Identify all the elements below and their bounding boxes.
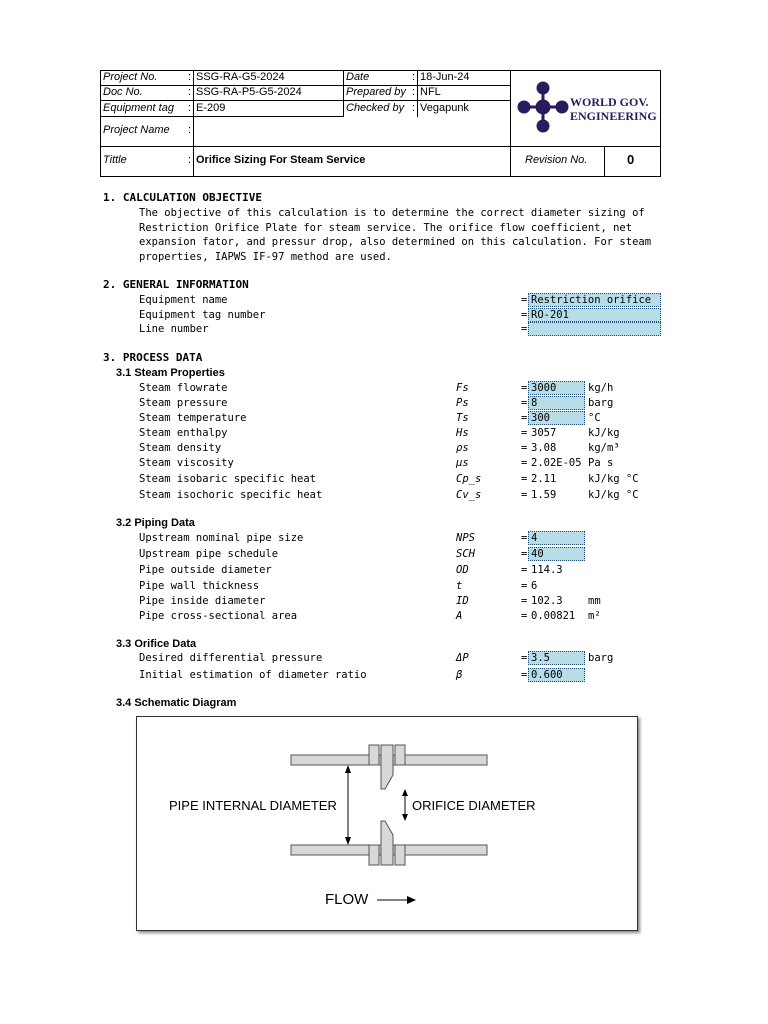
colon: : — [412, 86, 416, 98]
field-label: Steam isochoric specific heat — [139, 489, 323, 501]
equals-sign: = — [521, 294, 528, 306]
subsection-heading: 3.3 Orifice Data — [116, 638, 197, 650]
equals-sign: = — [521, 427, 528, 439]
value: 4 — [531, 532, 538, 544]
date-label: Date — [346, 71, 370, 83]
doc-no-label: Doc No. — [103, 86, 143, 98]
equals-sign: = — [521, 610, 528, 622]
equals-sign: = — [521, 564, 528, 576]
unit: barg — [588, 397, 614, 409]
orifice-schematic-drawing — [137, 717, 637, 930]
value: 3.5 — [531, 652, 550, 664]
symbol: Cv_s — [456, 489, 482, 501]
section-heading: 2. GENERAL INFORMATION — [103, 278, 249, 291]
project-no-value: SSG-RA-G5-2024 — [196, 71, 285, 83]
equals-sign: = — [521, 397, 528, 409]
field-label: Upstream pipe schedule — [139, 548, 279, 560]
colon: : — [188, 124, 192, 136]
unit: kg/h — [588, 382, 614, 394]
field-label: Steam pressure — [139, 397, 228, 409]
line-number-input[interactable] — [528, 322, 661, 336]
unit: kJ/kg °C — [588, 489, 639, 501]
prepared-by-value: NFL — [420, 86, 441, 98]
value: 0.00821 — [531, 610, 576, 622]
revision-label: Revision No. — [525, 154, 588, 166]
value: 40 — [531, 548, 544, 560]
equipment-tag-value: E-209 — [196, 102, 226, 114]
equipment-tag-label: Equipment tag — [103, 102, 174, 114]
unit: m² — [588, 610, 601, 622]
equals-sign: = — [521, 652, 528, 664]
symbol: Fs — [456, 382, 469, 394]
value: 3057 — [531, 427, 557, 439]
unit: Pa s — [588, 457, 614, 469]
value: 300 — [531, 412, 550, 424]
value: 0.600 — [531, 669, 563, 681]
value: 1.59 — [531, 489, 557, 501]
objective-paragraph: The objective of this calculation is to determine the correct diameter sizing of Restriction Orifice Plate for steam service. The orifice flow coefficient, net expansion fator, and pressur drop, also determined on this calculation. For steam properties, IAPWS IF-97 method are used. — [139, 207, 652, 264]
symbol: SCH — [456, 548, 475, 560]
unit: kJ/kg — [588, 427, 620, 439]
field-label: Pipe cross-sectional area — [139, 610, 298, 622]
symbol: OD — [456, 564, 469, 576]
unit: °C — [588, 412, 601, 424]
field-label: Steam flowrate — [139, 382, 228, 394]
project-name-label: Project Name — [103, 124, 170, 136]
pipe-diameter-label: PIPE INTERNAL DIAMETER — [169, 798, 337, 813]
checked-by-value: Vegapunk — [420, 102, 469, 114]
field-label: Steam isobaric specific heat — [139, 473, 317, 485]
field-label: Equipment name — [139, 294, 228, 306]
subsection-heading: 3.1 Steam Properties — [116, 367, 225, 379]
symbol: A — [456, 610, 463, 622]
symbol: ΔP — [456, 652, 469, 664]
logo-text-line1: WORLD GOV. — [570, 95, 649, 109]
equals-sign: = — [521, 489, 528, 501]
value: 6 — [531, 580, 538, 592]
date-value: 18-Jun-24 — [420, 71, 470, 83]
equals-sign: = — [521, 473, 528, 485]
field-label: Pipe inside diameter — [139, 595, 266, 607]
schematic-diagram — [136, 716, 638, 931]
unit: barg — [588, 652, 614, 664]
field-label: Steam temperature — [139, 412, 247, 424]
subsection-heading: 3.2 Piping Data — [116, 517, 195, 529]
value: 2.11 — [531, 473, 557, 485]
colon: : — [188, 154, 192, 166]
doc-no-value: SSG-RA-P5-G5-2024 — [196, 86, 302, 98]
field-label: Pipe wall thickness — [139, 580, 260, 592]
company-logo-icon — [515, 80, 571, 134]
revision-value: 0 — [627, 152, 635, 167]
equals-sign: = — [521, 442, 528, 454]
equals-sign: = — [521, 532, 528, 544]
symbol: Ts — [456, 412, 469, 424]
value: 8 — [531, 397, 538, 409]
equipment-tag-number-value: RO-201 — [531, 309, 569, 321]
unit: kg/m³ — [588, 442, 620, 454]
symbol: Hs — [456, 427, 469, 439]
symbol: Ps — [456, 397, 469, 409]
project-no-label: Project No. — [103, 71, 158, 83]
equals-sign: = — [521, 309, 528, 321]
equals-sign: = — [521, 669, 528, 681]
value: 114.3 — [531, 564, 563, 576]
symbol: µs — [456, 457, 469, 469]
logo-text-line2: ENGINEERING — [570, 109, 657, 123]
field-label: Steam density — [139, 442, 222, 454]
flow-label: FLOW — [325, 891, 369, 908]
orifice-diameter-label: ORIFICE DIAMETER — [412, 798, 536, 813]
field-label: Desired differential pressure — [139, 652, 323, 664]
colon: : — [188, 71, 192, 83]
field-label: Upstream nominal pipe size — [139, 532, 304, 544]
symbol: t — [456, 580, 463, 592]
field-label: Equipment tag number — [139, 309, 266, 321]
symbol: β — [456, 669, 463, 681]
field-label: Steam viscosity — [139, 457, 234, 469]
value: 3000 — [531, 382, 557, 394]
equals-sign: = — [521, 595, 528, 607]
equals-sign: = — [521, 323, 528, 335]
symbol: ID — [456, 595, 469, 607]
colon: : — [412, 71, 416, 83]
equals-sign: = — [521, 457, 528, 469]
title-label: Tittle — [103, 154, 127, 166]
document-title: Orifice Sizing For Steam Service — [196, 154, 366, 166]
colon: : — [188, 102, 192, 114]
section-heading: 3. PROCESS DATA — [103, 351, 203, 364]
symbol: NPS — [456, 532, 475, 544]
section-heading: 1. CALCULATION OBJECTIVE — [103, 191, 262, 204]
equals-sign: = — [521, 382, 528, 394]
subsection-heading: 3.4 Schematic Diagram — [116, 697, 237, 709]
field-label: Steam enthalpy — [139, 427, 228, 439]
unit: mm — [588, 595, 601, 607]
field-label: Pipe outside diameter — [139, 564, 272, 576]
colon: : — [412, 102, 416, 114]
field-label: Line number — [139, 323, 209, 335]
equals-sign: = — [521, 412, 528, 424]
equals-sign: = — [521, 548, 528, 560]
value: 3.08 — [531, 442, 557, 454]
value: 102.3 — [531, 595, 563, 607]
prepared-by-label: Prepared by — [346, 86, 406, 98]
unit: kJ/kg °C — [588, 473, 639, 485]
symbol: Cp_s — [456, 473, 482, 485]
checked-by-label: Checked by — [346, 102, 405, 114]
symbol: ρs — [456, 442, 469, 454]
equipment-name-value: Restriction orifice — [531, 294, 652, 306]
field-label: Initial estimation of diameter ratio — [139, 669, 367, 681]
equals-sign: = — [521, 580, 528, 592]
colon: : — [188, 86, 192, 98]
value: 2.02E-05 — [531, 457, 582, 469]
